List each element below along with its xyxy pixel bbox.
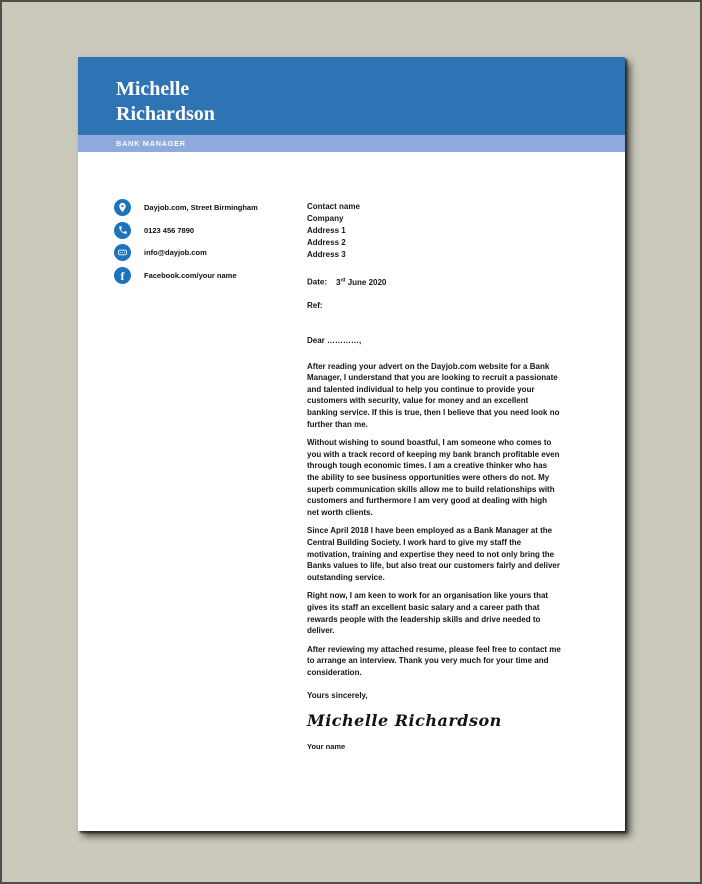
name-line-1: Michelle [116, 78, 190, 100]
recipient-address-1: Address 1 [307, 226, 346, 235]
page-title [116, 77, 625, 127]
date-label: Date: [307, 277, 328, 287]
facebook-icon: f [114, 267, 131, 284]
phone-icon [114, 222, 131, 239]
ref-line: Ref: [307, 300, 323, 310]
paragraph-3: Since April 2018 I have been employed as a Bank Manager at the Central Building Society. I work hard to give my staff the motivation, training and expertise they need to not only bring the Banks values to life, but also treat our customers fairly and deliver outstanding service. [307, 526, 560, 582]
header-band [78, 57, 625, 135]
contact-row-email [114, 244, 299, 261]
signature: Michelle Richardson [307, 710, 502, 730]
paragraph-1: After reading your advert on the Dayjob.com website for a Bank Manager, I understand that you are looking to recruit a passionate and talented individual to help you continue to provide your customers with security, value for money and an excellent banking service. If this is true, then I believe that you need look no further than me. [307, 361, 560, 429]
recipient-contact-name: Contact name [307, 202, 360, 211]
letter-body [307, 361, 561, 679]
recipient-company: Company [307, 214, 344, 223]
contact-row-facebook [114, 267, 299, 284]
paragraph-2: Without wishing to sound boastful, I am someone who comes to you with a track record of keeping my bank branch profitable even through tough economic times. I am a creative thinker who has the ability to see business opportunities were others do not. My superb communication skills allow me to build relationships with customers and furthermore I am very good at dealing with high net worth clients. [307, 438, 560, 517]
recipient-block [307, 201, 561, 261]
contact-row-address [114, 199, 299, 216]
date-line [307, 274, 561, 289]
email-icon [114, 244, 131, 261]
job-title-band [78, 135, 625, 152]
contact-email-text: info@dayjob.com [144, 248, 207, 257]
location-icon [114, 199, 131, 216]
contact-address-text: Dayjob.com, Street Birmingham [144, 203, 258, 212]
job-title: BANK MANAGER [116, 139, 186, 148]
paragraph-5: After reviewing my attached resume, please feel free to contact me to arrange an interview. Thank you very much for your time and consideration. [307, 644, 561, 677]
recipient-address-3: Address 3 [307, 250, 346, 259]
salutation: Dear …………, [307, 335, 362, 345]
contact-row-phone [114, 222, 299, 239]
letter-column [307, 201, 561, 751]
cover-letter-page [78, 57, 625, 831]
recipient-address-2: Address 2 [307, 238, 346, 247]
closing: Yours sincerely, [307, 690, 368, 700]
signoff-name: Your name [307, 741, 346, 751]
contact-phone-text: 0123 456 7890 [144, 225, 195, 235]
contact-column [114, 199, 299, 289]
paragraph-4: Right now, I am keen to work for an organisation like yours that gives its staff an excellent basic salary and a career path that rewards people with the leadership skills and drive needed to deliver. [307, 591, 549, 636]
contact-facebook-text: Facebook.com/your name [144, 270, 237, 280]
date-value: 3rd June 2020 [336, 277, 387, 287]
name-line-2: Richardson [116, 103, 215, 125]
